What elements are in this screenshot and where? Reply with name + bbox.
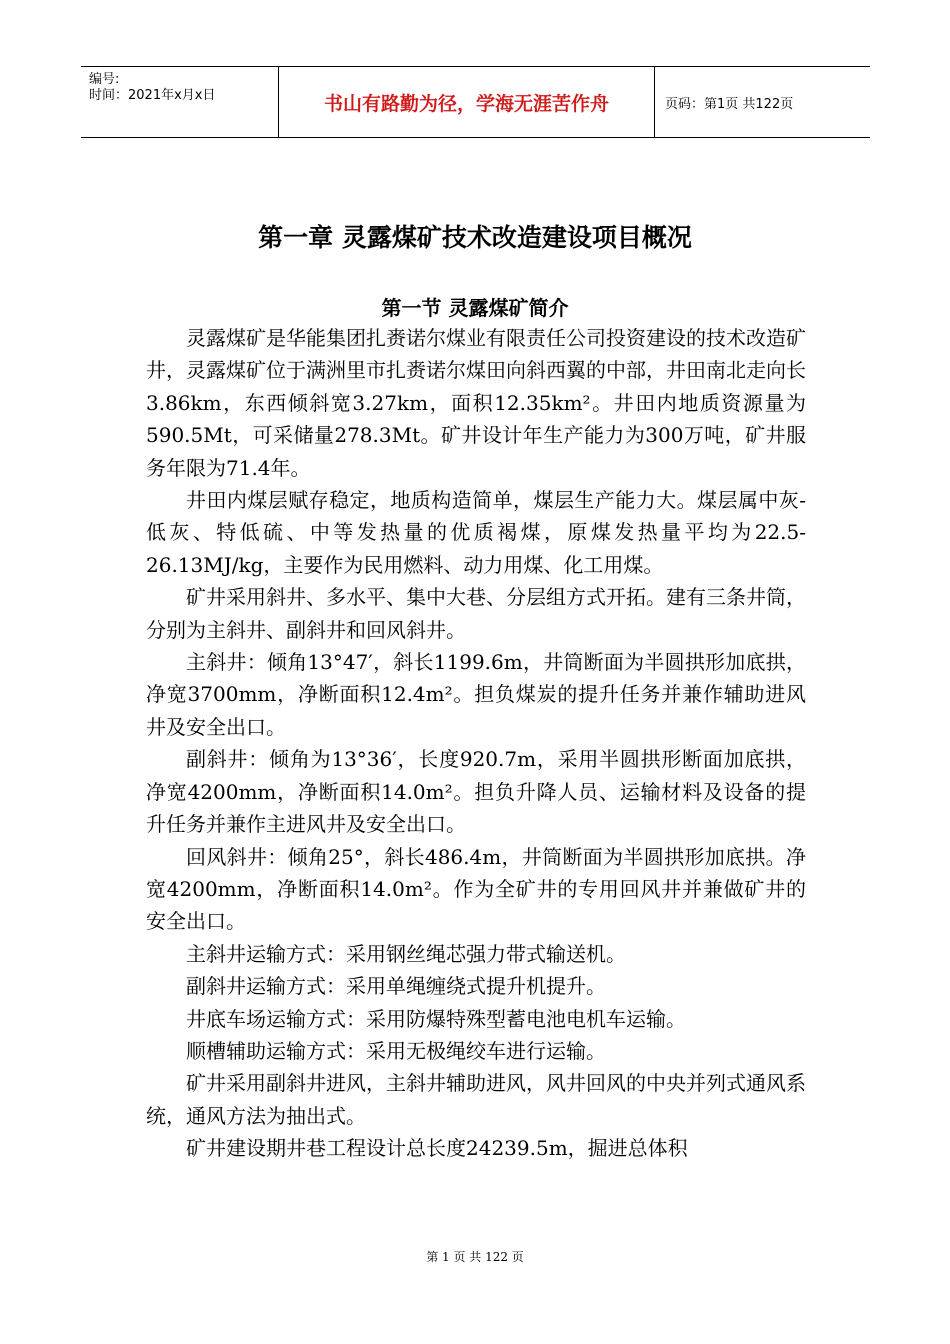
paragraph: 主斜井运输方式：采用钢丝绳芯强力带式输送机。 <box>186 941 626 966</box>
document-body <box>146 322 806 1165</box>
page-header <box>81 66 870 138</box>
header-page-info: 页码：第1页 共122页 <box>665 96 794 112</box>
paragraph: 井田内煤层赋存稳定，地质构造简单，煤层生产能力大。煤层属中灰-低灰、特低硫、中等发热量的优质褐煤，原煤发热量平均为22.5-26.13MJ/kg，主要作为民用燃料、动力用煤、化工用煤。 <box>146 488 806 577</box>
paragraph: 顺槽辅助运输方式：采用无极绳绞车进行运输。 <box>186 1038 606 1063</box>
paragraph: 主斜井：倾角13°47′，斜长1199.6m，井筒断面为半圆拱形加底拱，净宽3700mm，净断面积12.4m²。担负煤炭的提升任务并兼作辅助进风井及安全出口。 <box>146 650 806 739</box>
paragraph: 灵露煤矿是华能集团扎赉诺尔煤业有限责任公司投资建设的技术改造矿井，灵露煤矿位于满洲里市扎赉诺尔煤田向斜西翼的中部，井田南北走向长3.86km，东西倾斜宽3.27km，面积12.35km²。井田内地质资源量为 590.5Mt，可采储量278.3Mt。矿井设计年生产能力为300万吨，矿井服务年限为71.4年。 <box>146 326 806 480</box>
paragraph: 副斜井运输方式：采用单绳缠绕式提升机提升。 <box>186 974 606 999</box>
page-footer: 第 1 页 共 122 页 <box>426 1250 524 1264</box>
paragraph: 矿井建设期井巷工程设计总长度24239.5m，掘进总体积 <box>186 1136 688 1161</box>
paragraph: 矿井采用斜井、多水平、集中大巷、分层组方式开拓。建有三条井筒，分别为主斜井、副斜井和回风斜井。 <box>146 585 806 642</box>
header-meta <box>81 67 279 137</box>
chapter-title: 第一章 灵露煤矿技术改造建设项目概况 <box>258 223 692 252</box>
paragraph: 矿井采用副斜井进风，主斜井辅助进风，风井回风的中央并列式通风系统，通风方法为抽出式。 <box>146 1071 806 1128</box>
code-label: 编号: <box>89 72 120 87</box>
section-title: 第一节 灵露煤矿简介 <box>381 296 569 320</box>
time-label: 时间：2021年x月x日 <box>89 88 216 103</box>
header-motto: 书山有路勤为径，学海无涯苦作舟 <box>279 67 655 137</box>
paragraph: 副斜井：倾角为13°36′，长度920.7m，采用半圆拱形断面加底拱，净宽4200mm，净断面积14.0m²。担负升降人员、运输材料及设备的提升任务并兼作主进风井及安全出口。 <box>146 747 806 837</box>
paragraph: 井底车场运输方式：采用防爆特殊型蓄电池电机车运输。 <box>186 1006 686 1031</box>
paragraph: 回风斜井：倾角25°，斜长486.4m，井筒断面为半圆拱形加底拱。净宽4200mm，净断面积14.0m²。作为全矿井的专用回风井并兼做矿井的安全出口。 <box>146 844 806 934</box>
